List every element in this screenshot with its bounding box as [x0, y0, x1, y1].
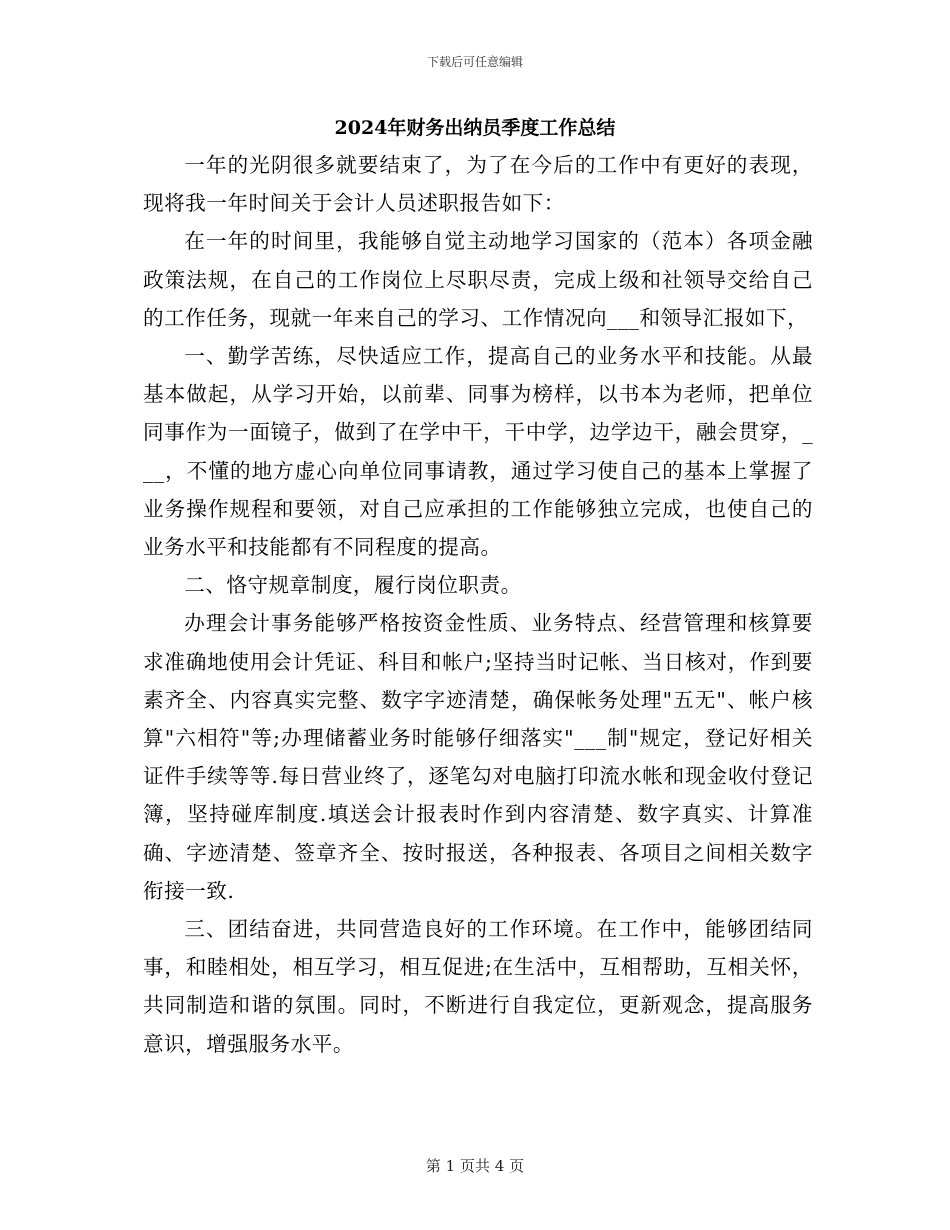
paragraph-intro: 一年的光阴很多就要结束了，为了在今后的工作中有更好的表现，现将我一年时间关于会计人员述职报告如下：: [143, 153, 813, 216]
paragraph-overview: 在一年的时间里，我能够自觉主动地学习国家的（范本）各项金融政策法规，在自己的工作岗位上尽职尽责，完成上级和社领导交给自己的工作任务，现就一年来自己的学习、工作情况向___和领导汇报如下，: [143, 229, 813, 330]
header-note: 下载后可任意编辑: [426, 55, 523, 69]
paragraph-section-one: 一、勤学苦练，尽快适应工作，提高自己的业务水平和技能。从最基本做起，从学习开始，以前辈、同事为榜样，以书本为老师，把单位同事作为一面镜子，做到了在学中干，干中学，边学边干，融会贯穿，___，不懂的地方虚心向单位同事请教，通过学习使自己的基本上掌握了业务操作规程和要领，对自己应承担的工作能够独立完成，也使自己的业务水平和技能都有不同程度的提高。: [143, 344, 813, 560]
paragraph-section-two-heading: 二、恪守规章制度，履行岗位职责。: [184, 573, 522, 598]
document-body: [143, 146, 813, 1063]
paragraph-section-two-body: 办理会计事务能够严格按资金性质、业务特点、经营管理和核算要求准确地使用会计凭证、科目和帐户;坚持当时记帐、当日核对，作到要素齐全、内容真实完整、数字字迹清楚，确保帐务处理"五无"、帐户核算"六相符"等;办理储蓄业务时能够仔细落实"___制"规定，登记好相关证件手续等等.每日营业终了，逐笔勾对电脑打印流水帐和现金收付登记簿，坚持碰库制度.填送会计报表时作到内容清楚、数字真实、计算准确、字迹清楚、签章齐全、按时报送，各种报表、各项目之间相关数字衔接一致.: [143, 611, 813, 903]
paragraph-section-three: 三、团结奋进，共同营造良好的工作环境。在工作中，能够团结同事，和睦相处，相互学习，相互促进;在生活中，互相帮助，互相关怀，共同制造和谐的氛围。同时，不断进行自我定位，更新观念，提高服务意识，增强服务水平。: [143, 917, 813, 1056]
document-title: 2024年财务出纳员季度工作总结: [334, 117, 616, 139]
page-number-footer: 第 1 页共 4 页: [425, 1157, 525, 1175]
